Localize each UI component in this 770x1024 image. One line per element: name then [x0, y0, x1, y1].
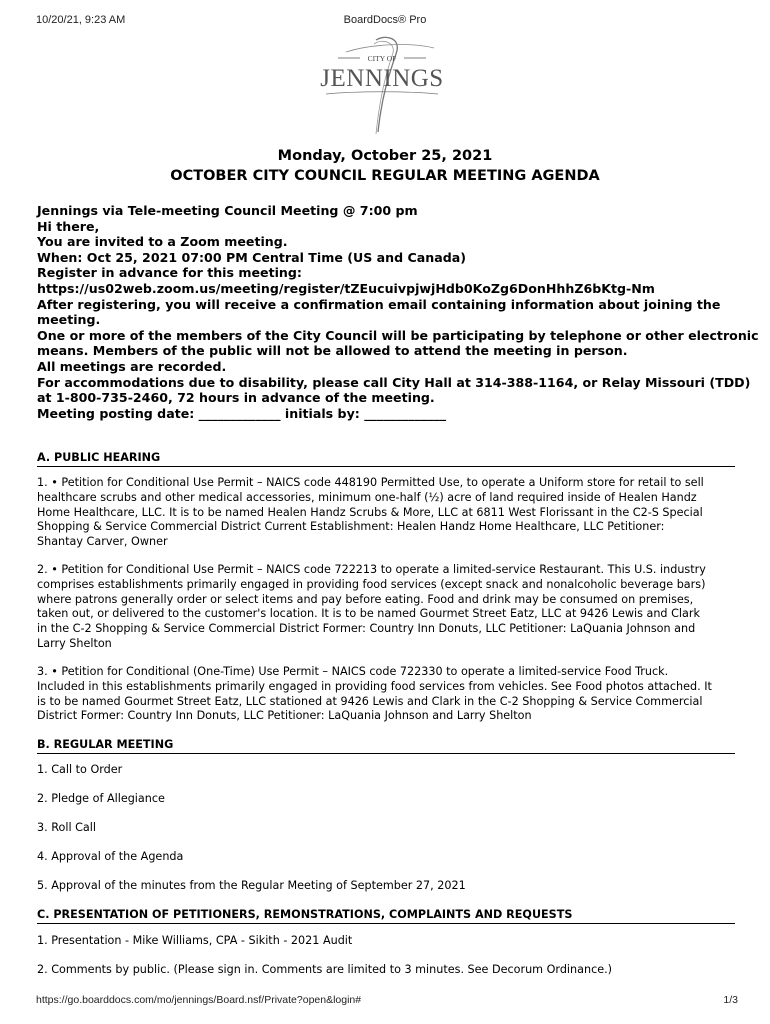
intro-line: For accommodations due to disability, please call City Hall at 314-388-1164, or Relay Missouri (TDD) — [37, 374, 751, 390]
intro-line: Jennings via Tele-meeting Council Meeting @ 7:00 pm — [37, 203, 418, 218]
item-line: healthcare scrubs and other medical accessories, minimum one-half (½) acre of land required inside of Healen Handz — [37, 490, 697, 504]
item-line: District Former: Country Inn Donuts, LLC Petitioner: LaQuania Johnson and Larry Shelton — [37, 709, 532, 723]
item-line: 1. • Petition for Conditional Use Permit – NAICS code 448190 Permitted Use, to operate a Uniform store for retail to sell — [37, 476, 704, 489]
item-line: Included in this establishments primarily engaged in providing food services from vehicles. See Food photos attached. It — [37, 679, 712, 693]
section-heading-public-hearing[interactable]: A. PUBLIC HEARING — [37, 451, 735, 467]
item-line: Home Healthcare, LLC. It is to be named Healen Handz Scrubs & More, LLC at 6811 West Florissant in the C2-S Special — [37, 505, 703, 519]
item-line: 3. • Petition for Conditional (One-Time) Use Permit – NAICS code 722330 to operate a limited-service Food Truck. — [37, 665, 669, 678]
agenda-item-approval-agenda[interactable]: 4. Approval of the Agenda — [37, 850, 184, 863]
item-line: Larry Shelton — [37, 636, 112, 650]
page-url: https://go.boarddocs.com/mo/jennings/Board.nsf/Private?open&login# — [36, 994, 362, 1006]
intro-line: Meeting posting date: _____________ initials by: _____________ — [37, 405, 447, 421]
item-line: in the C-2 Shopping & Service Commercial District Former: Country Inn Donuts, LLC Petitioner: LaQuania Johnson and — [37, 622, 696, 636]
intro-line: meeting. — [37, 312, 101, 328]
meeting-date: Monday, October 25, 2021 — [277, 148, 493, 164]
agenda-item-public-comments[interactable]: 2. Comments by public. (Please sign in. Comments are limited to 3 minutes. See Decorum Ordinance.) — [37, 963, 613, 976]
item-line: taken out, or delivered to the customer's location. It is to be named Gourmet Street Eatz, LLC at 9426 Lewis and Clark — [37, 607, 700, 621]
item-line: is to be named Gourmet Street Eatz, LLC stationed at 9426 Lewis and Clark in the C-2 Shopping & Service Commercial — [37, 694, 703, 708]
intro-line: You are invited to a Zoom meeting. — [37, 234, 288, 250]
item-line: comprises establishments primarily engaged in providing food services (except snack and nonalcoholic beverage bars) — [37, 577, 706, 591]
agenda-item-roll-call[interactable]: 3. Roll Call — [37, 821, 97, 834]
agenda-name: OCTOBER CITY COUNCIL REGULAR MEETING AGENDA — [170, 168, 600, 184]
agenda-item-presentation[interactable]: 1. Presentation - Mike Williams, CPA - Sikith - 2021 Audit — [37, 934, 353, 947]
section-heading-petitioners[interactable]: C. PRESENTATION OF PETITIONERS, REMONSTRATIONS, COMPLAINTS AND REQUESTS — [37, 908, 735, 924]
agenda-title — [0, 146, 770, 186]
print-datetime: 10/20/21, 9:23 AM — [36, 14, 126, 26]
zoom-register-link[interactable]: https://us02web.zoom.us/meeting/register/tZEucuivpjwjHdb0KoZg6DonHhhZ6bKtg-Nm — [37, 280, 655, 296]
item-line: Shopping & Service Commercial District Current Establishment: Healen Handz Home Healthcare, LLC Petitioner: — [37, 520, 665, 534]
item-line: Shantay Carver, Owner — [37, 535, 168, 549]
page-number: 1/3 — [723, 994, 738, 1006]
intro-line: means. Members of the public will not be allowed to attend the meeting in person. — [37, 343, 628, 359]
agenda-item[interactable] — [37, 563, 737, 652]
section-heading-regular-meeting[interactable]: B. REGULAR MEETING — [37, 738, 735, 754]
intro-line: One or more of the members of the City Council will be participating by telephone or other electronic — [37, 327, 759, 343]
intro-line: After registering, you will receive a confirmation email containing information about joining the — [37, 296, 721, 312]
logo-small-text: CITY OF — [367, 54, 397, 63]
agenda-item-call-to-order[interactable]: 1. Call to Order — [37, 763, 123, 776]
agenda-item-approval-minutes[interactable]: 5. Approval of the minutes from the Regular Meeting of September 27, 2021 — [37, 879, 466, 892]
city-logo — [316, 34, 448, 140]
item-line: 2. • Petition for Conditional Use Permit – NAICS code 722213 to operate a limited-service Restaurant. This U.S. industry — [37, 563, 706, 576]
agenda-item[interactable] — [37, 476, 737, 550]
intro-line: Register in advance for this meeting: — [37, 265, 302, 281]
agenda-item[interactable] — [37, 665, 737, 724]
intro-line: at 1-800-735-2460, 72 hours in advance of the meeting. — [37, 390, 435, 406]
logo-name: JENNINGS — [320, 65, 444, 92]
intro-line: When: Oct 25, 2021 07:00 PM Central Time (US and Canada) — [37, 249, 467, 265]
meeting-intro — [37, 203, 759, 421]
intro-line: All meetings are recorded. — [37, 358, 227, 374]
agenda-item-pledge[interactable]: 2. Pledge of Allegiance — [37, 792, 165, 805]
intro-line: Hi there, — [37, 218, 100, 234]
item-line: where patrons generally order or select items and pay before eating. Food and drink may be consumed on premises, — [37, 592, 694, 606]
app-title: BoardDocs® Pro — [343, 14, 427, 26]
